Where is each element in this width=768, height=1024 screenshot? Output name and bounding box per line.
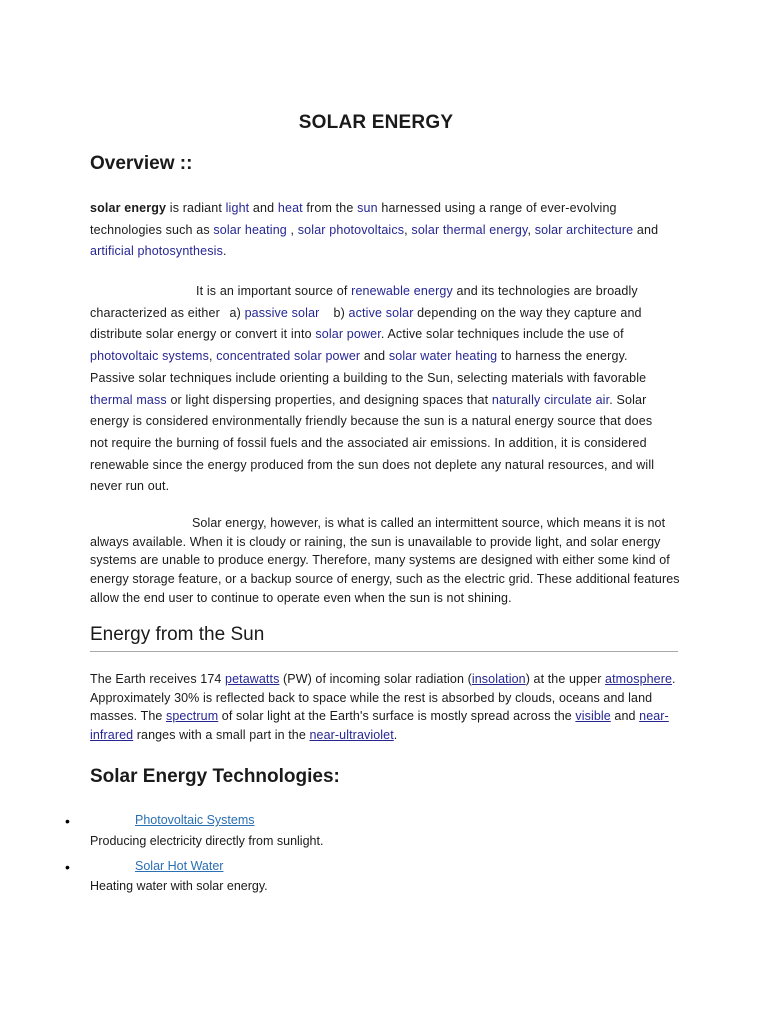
link-sun[interactable]: sun [357,201,378,215]
link-solar-architecture[interactable]: solar architecture [534,222,634,237]
link-insolation[interactable]: insolation [471,672,526,686]
technology-description-2: Heating water with solar energy. [90,879,268,893]
link-petawatts[interactable]: petawatts [225,672,280,686]
link-naturally-circulate-air[interactable]: naturally circulate air [491,392,610,407]
bullet-2: • [65,859,70,875]
page-title: SOLAR ENERGY [298,112,454,133]
technology-description-1: Producing electricity directly from sunlight. [90,834,324,848]
link-photovoltaic-systems[interactable]: photovoltaic systems [90,349,210,364]
link-solar-thermal-energy[interactable]: solar thermal energy [411,222,528,237]
overview-heading: Overview :: [90,153,193,174]
link-near-infrared[interactable]: near-infrared [90,709,669,743]
link-active-solar[interactable]: active solar [348,305,414,320]
bullet-1: • [65,813,70,829]
link-thermal-mass[interactable]: thermal mass [90,392,167,407]
link-visible[interactable]: visible [575,709,611,724]
link-solar-power[interactable]: solar power [315,327,381,342]
overview-paragraph-3: Solar energy, however, is what is called an intermittent source, which means it is not always available. When it is cloudy or raining, the sun is unavailable to provide light, and solar energy systems are unable to produce energy. Therefore, many systems are designed with either some kind of energy storage feature, or a backup source of energy, such as the electric grid. These additional features allow the end user to continue to operate even when the sun is not shining. [90,516,680,605]
link-solar-heating[interactable]: solar heating [213,222,287,237]
energy-from-sun-paragraph: The Earth receives 174 petawatts (PW) of incoming solar radiation (insolation) at the upper atmosphere. Approximately 30% is reflected back to space while the rest is absorbed by clouds, oceans and land masses. The spectrum of solar light at the Earth's surface is mostly spread across the visible and near-infrared ranges with a small part in the near-ultraviolet. [90,672,676,743]
link-passive-solar[interactable]: passive solar [244,305,320,320]
energy-from-sun-heading: Energy from the Sun [90,624,678,652]
link-solar-water-heating[interactable]: solar water heating [388,349,498,364]
overview-paragraph-2: It is an important source of renewable energy and its technologies are broadly characterized as either a) passive solar b) active solar depending on the way they capture and distribute solar energy or convert it into solar power. Active solar techniques include the use of photovoltaic systems, concentrated solar power and solar water heating to harness the energy. Passive solar techniques include orienting a building to the Sun, selecting materials with favorable thermal mass or light dispersing properties, and designing spaces that naturally circulate air. Solar energy is considered environmentally friendly because the sun is a natural energy source that does not require the burning of fossil fuels and the associated air emissions. In addition, it is considered renewable since the energy produced from the sun does not deplete any natural resources, and will never run out. [90,284,655,494]
link-near-ultraviolet[interactable]: near-ultraviolet [309,728,394,743]
link-solar-hot-water[interactable]: Solar Hot Water [135,859,224,873]
link-atmosphere[interactable]: atmosphere [605,672,673,686]
link-artificial-photosynthesis[interactable]: artificial photosynthesis [90,244,223,259]
link-light[interactable]: light [225,201,250,215]
link-photovoltaic-systems-tech[interactable]: Photovoltaic Systems [135,813,255,827]
overview-paragraph-1: solar energy is radiant light and heat from the sun harnessed using a range of ever-evolving technologies such as solar heating , solar photovoltaics, solar thermal energy, solar architecture and artificial photosynthesis. [90,201,659,259]
link-concentrated-solar-power[interactable]: concentrated solar power [216,349,361,364]
link-renewable-energy[interactable]: renewable energy [351,284,453,298]
technologies-heading: Solar Energy Technologies: [90,766,340,787]
link-solar-photovoltaics[interactable]: solar photovoltaics [297,222,405,237]
link-heat[interactable]: heat [277,201,303,215]
bold-term: solar energy [90,201,167,215]
link-spectrum[interactable]: spectrum [166,709,219,724]
